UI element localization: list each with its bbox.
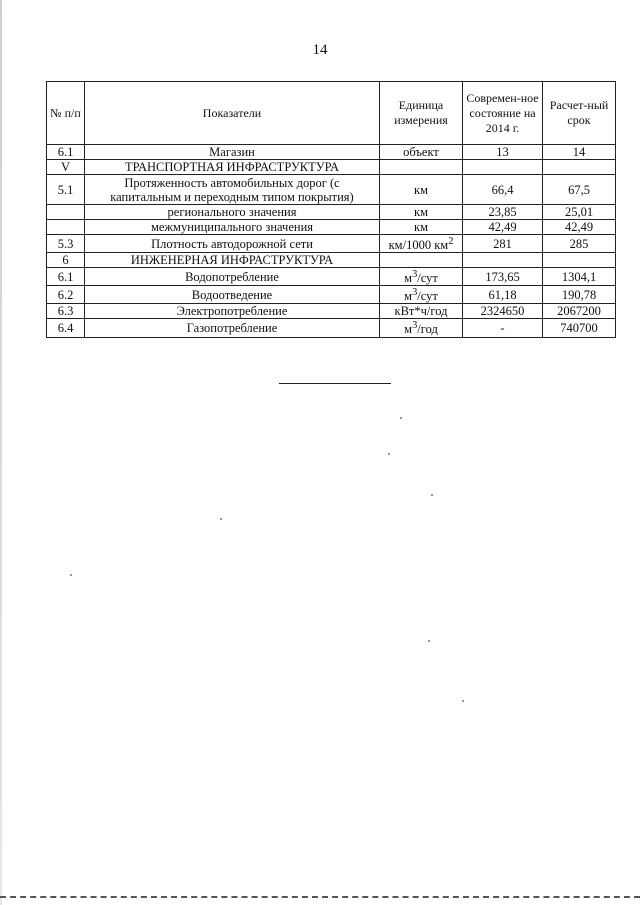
table-row [47, 145, 616, 160]
cell-target: 285 [543, 235, 616, 253]
separator-line [279, 383, 391, 384]
unit-superscript: 3 [412, 269, 418, 281]
scan-edge [0, 0, 2, 905]
cell-unit: км [380, 220, 463, 235]
cell-target [543, 253, 616, 268]
cell-target: 740700 [543, 319, 616, 337]
header-num: № п/п [47, 82, 85, 145]
cell-indicator: Водопотребление [85, 268, 380, 286]
header-indicator: Показатели [85, 82, 380, 145]
section-row [47, 160, 616, 175]
indicators-table [46, 81, 616, 338]
cell-current: 173,65 [463, 268, 543, 286]
table-row [47, 220, 616, 235]
table-row [47, 319, 616, 337]
unit-rest: /сут [417, 271, 438, 286]
cell-target: 25,01 [543, 205, 616, 220]
cell-current [463, 160, 543, 175]
unit-base: м [404, 322, 413, 337]
unit-rest: /сут [417, 289, 438, 304]
cell-current: 13 [463, 145, 543, 160]
scan-speck [400, 417, 402, 419]
page-number: 14 [312, 42, 328, 58]
cell-current: 281 [463, 235, 543, 253]
cell-num: 6.4 [47, 319, 85, 337]
cell-target: 14 [543, 145, 616, 160]
unit-base: м [404, 271, 413, 286]
scan-speck [70, 574, 72, 576]
cell-unit [380, 253, 463, 268]
unit-rest: /год [417, 322, 438, 337]
cell-num: 6.2 [47, 286, 85, 304]
cell-num: V [47, 160, 85, 175]
header-target: Расчет-ный срок [543, 82, 616, 145]
cell-indicator: Протяженность автомобильных дорог (с капитальным и переходным типом покрытия) [85, 175, 380, 205]
unit-superscript: 3 [412, 320, 418, 332]
cell-num: 6 [47, 253, 85, 268]
cell-current: 2324650 [463, 304, 543, 319]
cell-num: 5.1 [47, 175, 85, 205]
cell-unit [380, 160, 463, 175]
section-title: ИНЖЕНЕРНАЯ ИНФРАСТРУКТУРА [85, 253, 380, 268]
scan-speck [428, 640, 430, 642]
cell-num [47, 220, 85, 235]
cell-target: 67,5 [543, 175, 616, 205]
cell-unit: кВт*ч/год [380, 304, 463, 319]
unit-superscript: 3 [412, 287, 418, 299]
cell-unit: км [380, 175, 463, 205]
header-current: Современ-ное состояние на 2014 г. [463, 82, 543, 145]
unit-base: м [404, 289, 413, 304]
cell-num: 6.3 [47, 304, 85, 319]
table-row [47, 304, 616, 319]
table-row [47, 286, 616, 304]
cell-target: 1304,1 [543, 268, 616, 286]
scan-speck [462, 700, 464, 702]
cell-unit [380, 319, 463, 337]
scan-edge-bottom [0, 896, 640, 898]
table-row [47, 205, 616, 220]
cell-num: 6.1 [47, 268, 85, 286]
cell-indicator: Электропотребление [85, 304, 380, 319]
cell-current: - [463, 319, 543, 337]
section-title: ТРАНСПОРТНАЯ ИНФРАСТРУКТУРА [85, 160, 380, 175]
cell-unit [380, 268, 463, 286]
unit-superscript: 2 [448, 236, 454, 247]
cell-current: 66,4 [463, 175, 543, 205]
unit-text: км/1000 км [388, 238, 449, 253]
cell-indicator: Плотность автодорожной сети [85, 235, 380, 253]
cell-current: 61,18 [463, 286, 543, 304]
cell-indicator: Водоотведение [85, 286, 380, 304]
cell-current [463, 253, 543, 268]
cell-target: 42,49 [543, 220, 616, 235]
scan-speck [431, 494, 433, 496]
cell-unit [380, 235, 463, 253]
cell-indicator: межмуниципального значения [85, 220, 380, 235]
table-row [47, 268, 616, 286]
cell-unit: объект [380, 145, 463, 160]
section-row [47, 253, 616, 268]
table-header-row [47, 82, 616, 145]
table-row [47, 235, 616, 253]
cell-current: 23,85 [463, 205, 543, 220]
cell-target: 2067200 [543, 304, 616, 319]
table-row [47, 175, 616, 205]
cell-indicator: Газопотребление [85, 319, 380, 337]
cell-unit [380, 286, 463, 304]
cell-current: 42,49 [463, 220, 543, 235]
cell-num: 6.1 [47, 145, 85, 160]
cell-num: 5.3 [47, 235, 85, 253]
cell-indicator: Магазин [85, 145, 380, 160]
cell-target [543, 160, 616, 175]
cell-indicator: регионального значения [85, 205, 380, 220]
scan-speck [220, 518, 222, 520]
scan-speck [388, 453, 390, 455]
cell-target: 190,78 [543, 286, 616, 304]
cell-num [47, 205, 85, 220]
cell-unit: км [380, 205, 463, 220]
header-unit: Единица измерения [380, 82, 463, 145]
